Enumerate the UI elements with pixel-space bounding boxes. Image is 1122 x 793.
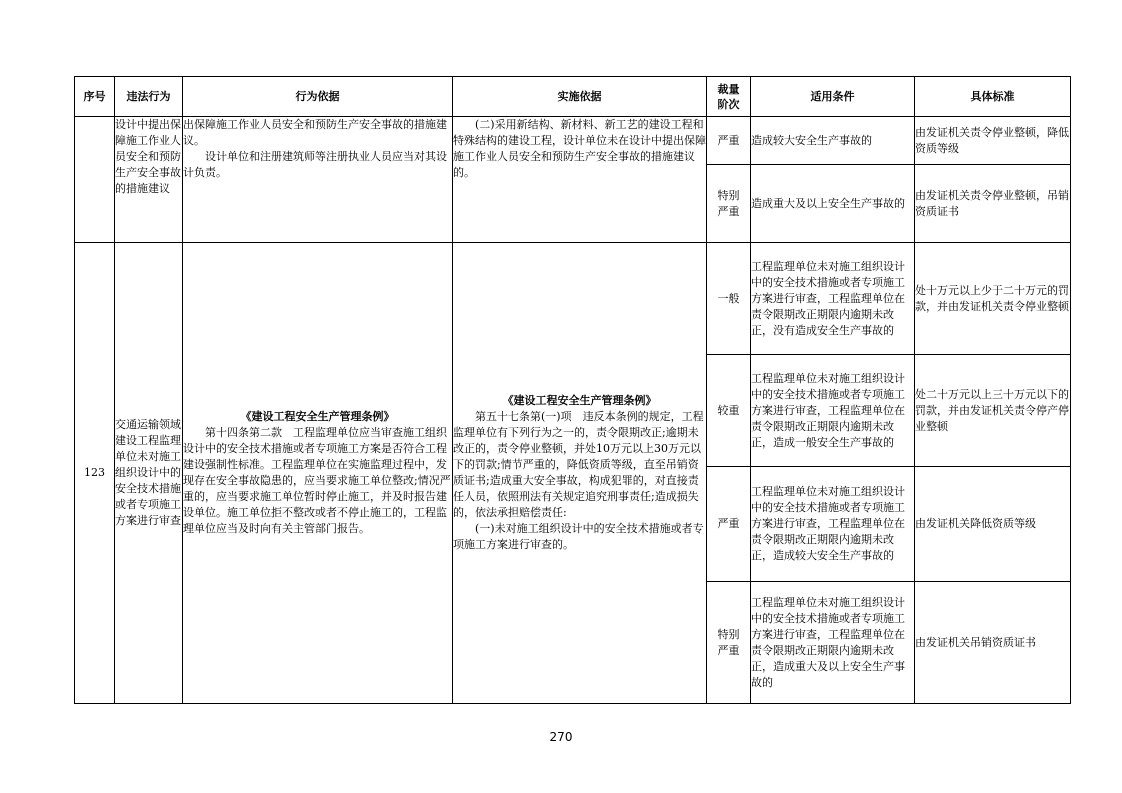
header-impl: 实施依据 (453, 77, 707, 117)
cell-standard: 由发证机关责令停业整顿，降低资质等级 (915, 117, 1071, 165)
cell-standard: 由发证机关降低资质等级 (915, 467, 1071, 582)
cell-level: 一般 (707, 243, 751, 355)
cell-condition: 造成较大安全生产事故的 (751, 117, 915, 165)
header-row (75, 77, 1071, 117)
cell-basis (183, 117, 453, 243)
cell-id: 123 (75, 243, 115, 704)
cell-id-empty (75, 117, 115, 243)
cell-standard: 由发证机关责令停业整顿，吊销资质证书 (915, 165, 1071, 243)
cell-level: 严重 (707, 117, 751, 165)
header-violation: 违法行为 (115, 77, 183, 117)
cell-level: 较重 (707, 355, 751, 467)
cell-violation: 设计中提出保障施工作业人员安全和预防生产安全事故的措施建议 (115, 117, 183, 243)
header-condition: 适用条件 (751, 77, 915, 117)
cell-level: 特别严重 (707, 165, 751, 243)
cell-impl (453, 243, 707, 704)
penalty-table (74, 76, 1071, 704)
cell-standard: 处十万元以上少于二十万元的罚款，并由发证机关责令停业整顿 (915, 243, 1071, 355)
cell-condition: 造成重大及以上安全生产事故的 (751, 165, 915, 243)
header-level: 裁量阶次 (707, 77, 751, 117)
cell-basis (183, 243, 453, 704)
header-id: 序号 (75, 77, 115, 117)
basis-title: 《建设工程安全生产管理条例》 (240, 410, 395, 423)
table-row (75, 117, 1071, 165)
cell-standard: 处二十万元以上三十万元以下的罚款，并由发证机关责令停产停业整顿 (915, 355, 1071, 467)
basis-line: 设计单位和注册建筑师等注册执业人员应当对其设计负责。 (183, 150, 447, 179)
table-row (75, 243, 1071, 355)
cell-condition: 工程监理单位未对施工组织设计中的安全技术措施或者专项施工方案进行审查，工程监理单位在责令限期改正期限内逾期未改正，没有造成安全生产事故的 (751, 243, 915, 355)
cell-violation: 交通运输领域建设工程监理单位未对施工组织设计中的安全技术措施或者专项施工方案进行审查 (115, 243, 183, 704)
header-standard: 具体标准 (915, 77, 1071, 117)
cell-level: 特别严重 (707, 582, 751, 704)
impl-text: (一)未对施工组织设计中的安全技术措施或者专项施工方案进行审查的。 (453, 522, 704, 551)
impl-text: (二)采用新结构、新材料、新工艺的建设工程和特殊结构的建设工程，设计单位未在设计中提出保障施工作业人员安全和预防生产安全事故的措施建议的。 (453, 118, 706, 179)
impl-text: 第五十七条第(一)项 违反本条例的规定，工程监理单位有下列行为之一的，责令限期改正;逾期未改正的，责令停业整顿，并处10万元以上30万元以下的罚款;情节严重的，降低资质等级，直至吊销资质证书;造成重大安全事故，构成犯罪的，对直接责任人员，依照刑法有关规定追究刑事责任;造成损失的，依法承担赔偿责任: (453, 410, 704, 519)
header-basis: 行为依据 (183, 77, 453, 117)
cell-level: 严重 (707, 467, 751, 582)
page-number: 270 (549, 730, 573, 744)
cell-condition: 工程监理单位未对施工组织设计中的安全技术措施或者专项施工方案进行审查，工程监理单位在责令限期改正期限内逾期未改正，造成一般安全生产事故的 (751, 355, 915, 467)
cell-impl (453, 117, 707, 243)
impl-title: 《建设工程安全生产管理条例》 (502, 394, 657, 407)
cell-condition: 工程监理单位未对施工组织设计中的安全技术措施或者专项施工方案进行审查，工程监理单位在责令限期改正期限内逾期未改正，造成重大及以上安全生产事故的 (751, 582, 915, 704)
basis-text: 第十四条第二款 工程监理单位应当审查施工组织设计中的安全技术措施或者专项施工方案是否符合工程建设强制性标准。工程监理单位在实施监理过程中，发现存在安全事故隐患的，应当要求施工单位整改;情况严重的，应当要求施工单位暂时停止施工，并及时报告建设单位。施工单位拒不整改或者不停止施工的，工程监理单位应当及时向有关主管部门报告。 (183, 426, 451, 535)
basis-line: 出保障施工作业人员安全和预防生产安全事故的措施建议。 (183, 118, 447, 147)
cell-standard: 由发证机关吊销资质证书 (915, 582, 1071, 704)
cell-condition: 工程监理单位未对施工组织设计中的安全技术措施或者专项施工方案进行审查，工程监理单位在责令限期改正期限内逾期未改正，造成较大安全生产事故的 (751, 467, 915, 582)
